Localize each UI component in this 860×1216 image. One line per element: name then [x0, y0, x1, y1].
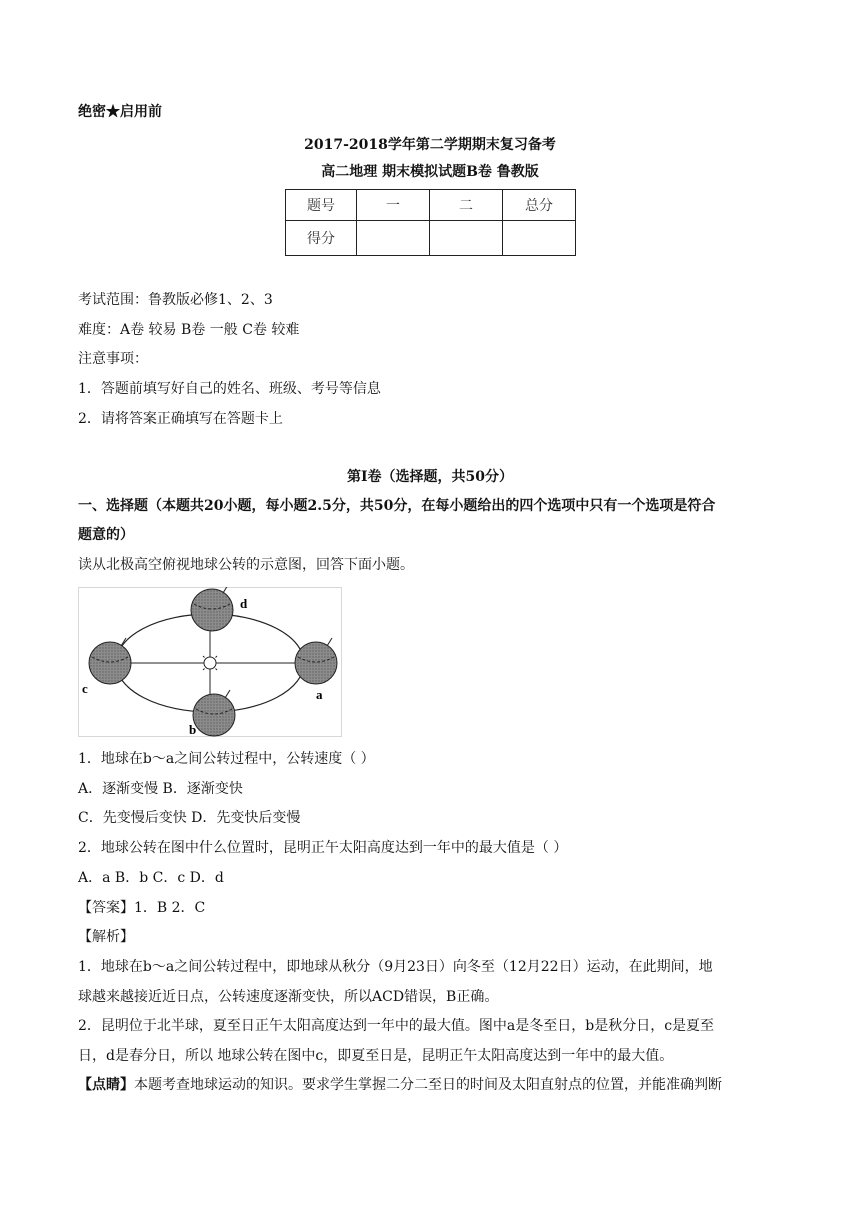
doc-title-line2: 高二地理 期末模拟试题B卷 鲁教版 [321, 164, 539, 180]
score-header-cell: 总分 [503, 190, 576, 221]
question-1: 1．地球在b～a之间公转过程中，公转速度（ ） [78, 751, 375, 767]
label-d: d [240, 596, 248, 611]
score-header-cell: 一 [357, 190, 430, 221]
earth-orbit-figure [78, 587, 342, 737]
score-cell [357, 221, 430, 256]
section-heading: 一、选择题（本题共20小题，每小题2.5分，共50分，在每小题给出的四个选项中只有一个选项是符合 [78, 498, 716, 514]
analysis-1: 1．地球在b～a之间公转过程中，即地球从秋分（9月23日）向冬至（12月22日）运动，在此期间，地 [78, 959, 713, 975]
analysis-1-cont: 球越来越接近近日点，公转速度逐渐变快，所以ACD错误，B正确。 [78, 989, 499, 1005]
label-a: a [316, 687, 323, 702]
question-2: 2．地球公转在图中什么位置时，昆明正午太阳高度达到一年中的最大值是（ ） [78, 840, 568, 856]
note-item: 1．答题前填写好自己的姓名、班级、考号等信息 [78, 381, 381, 397]
score-table [285, 189, 576, 256]
analysis-title: 【解析】 [78, 929, 134, 945]
section-heading-cont: 题意的） [78, 527, 134, 543]
earth-position-d [191, 587, 233, 631]
score-header-cell: 题号 [286, 190, 357, 221]
key-point-label: 【点睛】 [78, 1077, 134, 1093]
notes-title: 注意事项： [78, 351, 148, 367]
question-1-options: C．先变慢后变快 D．先变快后变慢 [78, 810, 301, 826]
analysis-2: 2．昆明位于北半球，夏至日正午太阳高度达到一年中的最大值。图中a是冬至日，b是秋分日，c是夏至 [78, 1018, 715, 1034]
section-title: 第I卷（选择题，共50分） [346, 469, 514, 485]
exam-difficulty: 难度：A卷 较易 B卷 一般 C卷 较难 [78, 322, 300, 338]
doc-title-line1: 2017-2018学年第二学期期末复习备考 [304, 137, 556, 153]
score-table-header-row [286, 190, 576, 221]
score-header-cell: 二 [430, 190, 503, 221]
label-c: c [82, 681, 88, 696]
secret-label: 绝密★启用前 [78, 104, 162, 120]
question-1-options: A．逐渐变慢 B．逐渐变快 [78, 781, 243, 797]
earth-position-b [193, 690, 235, 736]
earth-position-a [295, 638, 337, 684]
score-row-label: 得分 [286, 221, 357, 256]
answer-line: 【答案】1．B 2．C [78, 900, 206, 916]
note-item: 2．请将答案正确填写在答题卡上 [78, 411, 283, 427]
question-2-options: A．a B．b C．c D．d [78, 870, 224, 886]
key-point-text: 本题考查地球运动的知识。要求学生掌握二分二至日的时间及太阳直射点的位置，并能准确判断 [134, 1077, 722, 1093]
question-intro: 读从北极高空俯视地球公转的示意图，回答下面小题。 [78, 557, 414, 573]
analysis-2-cont: 日，d是春分日，所以 地球公转在图中c，即夏至日是，昆明正午太阳高度达到一年中的最大值。 [78, 1048, 674, 1064]
label-b: b [189, 722, 197, 737]
exam-scope: 考试范围：鲁教版必修1、2、3 [78, 292, 273, 308]
key-point [78, 1075, 722, 1095]
score-cell [503, 221, 576, 256]
earth-position-c [89, 638, 131, 684]
score-cell [430, 221, 503, 256]
score-table-score-row [286, 221, 576, 256]
